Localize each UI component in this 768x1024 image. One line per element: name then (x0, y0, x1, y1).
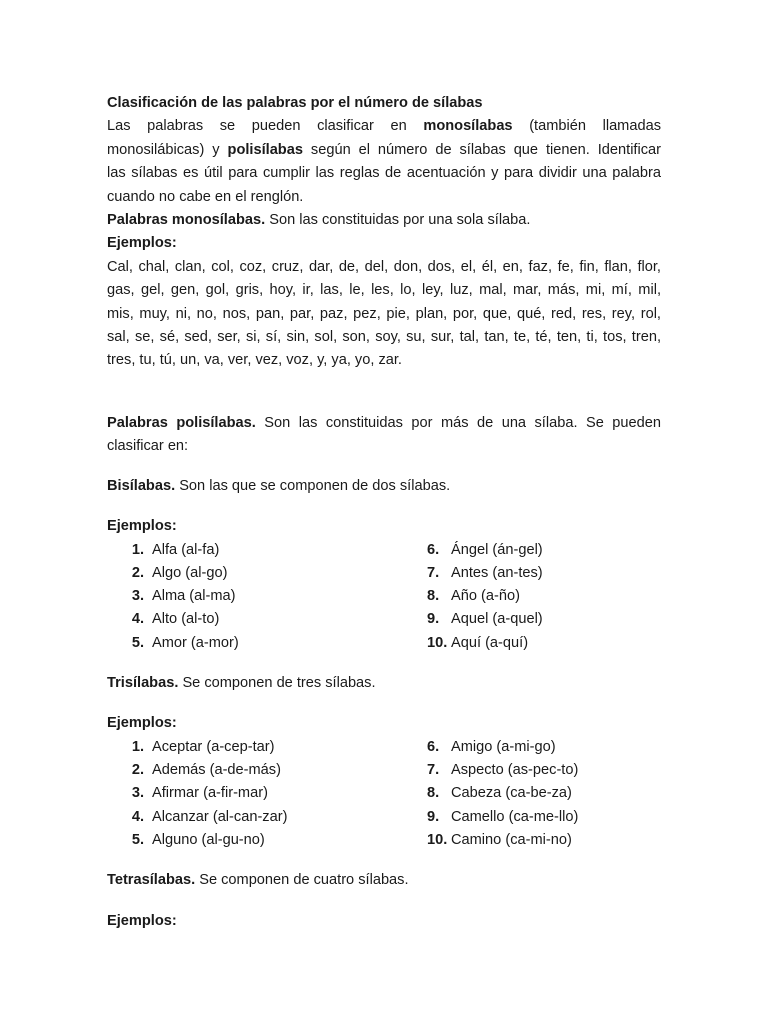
list-item-number: 5. (131, 831, 144, 848)
bisilabas-list-left (107, 539, 427, 655)
list-item-text: Amor (a-mor) (152, 634, 239, 651)
mono-examples-line: gas, gel, gen, gol, gris, hoy, ir, las, le, les, lo, ley, luz, mal, mar, más, mi, mí, mil, (107, 282, 661, 299)
tetrasilabas-examples-label (107, 910, 661, 933)
spacer (107, 893, 661, 910)
bisilabas-description: Son las que se componen de dos sílabas. (179, 477, 451, 494)
mono-examples-line: tres, tu, tú, un, va, ver, vez, voz, y, ya, yo, zar. (107, 352, 402, 369)
intro-bold-polisilabas: polisílabas (227, 141, 303, 158)
poli-description-line-2: clasificar en: (107, 438, 189, 455)
list-item-text: Alfa (al-fa) (152, 541, 220, 558)
list-item (128, 782, 427, 805)
list-item-number: 3. (131, 588, 144, 605)
mono-heading-line (107, 209, 661, 232)
list-item (427, 585, 661, 608)
spacer (107, 373, 661, 412)
spacer (107, 695, 661, 712)
list-item-text: Algo (al-go) (152, 564, 228, 581)
list-item (427, 608, 661, 631)
list-item (128, 806, 427, 829)
list-item-text: Amigo (a-mi-go) (451, 738, 556, 755)
list-item-text: Camino (ca-mi-no) (451, 831, 572, 848)
list-item-text: Alma (al-ma) (152, 588, 236, 605)
mono-examples-line: mis, muy, ni, no, nos, pan, par, paz, pez, pie, plan, por, que, qué, red, res, rey, rol, (107, 305, 661, 322)
list-item-number: 6. (427, 738, 440, 755)
intro-line-1 (107, 115, 661, 138)
list-item-text: Además (a-de-más) (152, 762, 281, 779)
document-page (107, 92, 661, 933)
mono-heading: Palabras monosílabas. (107, 212, 266, 229)
mono-examples-label (107, 232, 661, 255)
list-item-number: 10. (427, 831, 448, 848)
intro-line-2 (107, 139, 661, 162)
list-item-text: Alguno (al-gu-no) (152, 831, 265, 848)
trisilabas-examples-list (107, 736, 661, 852)
list-item-number: 7. (427, 762, 440, 779)
bisilabas-heading-line (107, 475, 661, 498)
bisilabas-examples-list (107, 539, 661, 655)
list-item-number: 10. (427, 634, 448, 651)
list-item-number: 2. (131, 762, 144, 779)
list-item (128, 608, 427, 631)
list-item (128, 539, 427, 562)
list-item-number: 9. (427, 611, 440, 628)
intro-line-3: las sílabas es útil para cumplir las reglas de acentuación y para dividir una palabra (107, 165, 661, 182)
list-item (128, 829, 427, 852)
spacer (107, 459, 661, 475)
list-item (427, 736, 661, 759)
trisilabas-examples-label (107, 712, 661, 735)
list-item-text: Aquí (a-quí) (451, 634, 529, 651)
examples-label: Ejemplos: (107, 518, 177, 535)
examples-label: Ejemplos: (107, 715, 177, 732)
spacer (107, 498, 661, 515)
list-item-number: 8. (427, 785, 440, 802)
list-item-number: 4. (131, 611, 144, 628)
trisilabas-list-left (107, 736, 427, 852)
list-item-text: Año (a-ño) (451, 588, 520, 605)
list-item-text: Aceptar (a-cep-tar) (152, 738, 275, 755)
list-item-number: 7. (427, 564, 440, 581)
list-item-number: 8. (427, 588, 440, 605)
examples-label: Ejemplos: (107, 912, 177, 929)
intro-bold-monosilabas: monosílabas (423, 118, 513, 135)
title-text: Clasificación de las palabras por el número de sílabas (107, 95, 483, 111)
poli-heading-line (107, 412, 661, 435)
mono-examples-line: sal, se, sé, sed, ser, si, sí, sin, sol, son, soy, su, sur, tal, tan, te, té, ten, ti, tos, tren, (107, 329, 661, 346)
list-item (427, 632, 661, 655)
list-item-number: 5. (131, 634, 144, 651)
spacer (107, 655, 661, 672)
list-item-number: 1. (131, 738, 144, 755)
list-item (128, 632, 427, 655)
list-item (128, 585, 427, 608)
trisilabas-heading-line (107, 672, 661, 695)
document-title (107, 92, 661, 115)
bisilabas-examples-label (107, 515, 661, 538)
list-item (427, 759, 661, 782)
intro-text: según el número de sílabas que tienen. Identificar (310, 141, 662, 158)
list-item (128, 736, 427, 759)
trisilabas-description: Se componen de tres sílabas. (182, 674, 376, 691)
list-item-text: Alcanzar (al-can-zar) (152, 808, 288, 825)
list-item (427, 806, 661, 829)
intro-text: (también llamadas (529, 118, 661, 135)
mono-description: Son las constituidas por una sola sílaba. (269, 212, 531, 229)
intro-text: Las palabras se pueden clasificar en (107, 118, 407, 135)
list-item-number: 3. (131, 785, 144, 802)
tetrasilabas-heading: Tetrasílabas. (107, 872, 196, 889)
intro-line-4: cuando no cabe en el renglón. (107, 188, 304, 205)
examples-label: Ejemplos: (107, 235, 177, 252)
list-item-text: Cabeza (ca-be-za) (451, 785, 572, 802)
list-item-number: 4. (131, 808, 144, 825)
list-item-number: 1. (131, 541, 144, 558)
list-item-text: Aspecto (as-pec-to) (451, 762, 579, 779)
list-item-text: Aquel (a-quel) (451, 611, 543, 628)
list-item (128, 562, 427, 585)
poli-heading: Palabras polisílabas. (107, 414, 256, 431)
list-item (128, 759, 427, 782)
mono-examples-line: Cal, chal, clan, col, coz, cruz, dar, de, del, don, dos, el, él, en, faz, fe, fin, flan, flor, (107, 258, 661, 275)
trisilabas-heading: Trisílabas. (107, 674, 179, 691)
poli-description: Son las constituidas por más de una sílaba. Se pueden (264, 414, 661, 431)
tetrasilabas-description: Se componen de cuatro sílabas. (199, 872, 409, 889)
intro-text: monosilábicas) y (107, 141, 220, 158)
spacer (107, 852, 661, 869)
list-item-number: 6. (427, 541, 440, 558)
list-item-text: Antes (an-tes) (451, 564, 543, 581)
bisilabas-list-right (427, 539, 661, 655)
list-item-text: Alto (al-to) (152, 611, 220, 628)
list-item-text: Afirmar (a-fir-mar) (152, 785, 268, 802)
list-item-number: 2. (131, 564, 144, 581)
list-item (427, 829, 661, 852)
list-item-text: Ángel (án-gel) (451, 541, 543, 558)
list-item-number: 9. (427, 808, 440, 825)
bisilabas-heading: Bisílabas. (107, 477, 176, 494)
trisilabas-list-right (427, 736, 661, 852)
list-item (427, 782, 661, 805)
list-item (427, 562, 661, 585)
tetrasilabas-heading-line (107, 869, 661, 892)
list-item-text: Camello (ca-me-llo) (451, 808, 579, 825)
list-item (427, 539, 661, 562)
